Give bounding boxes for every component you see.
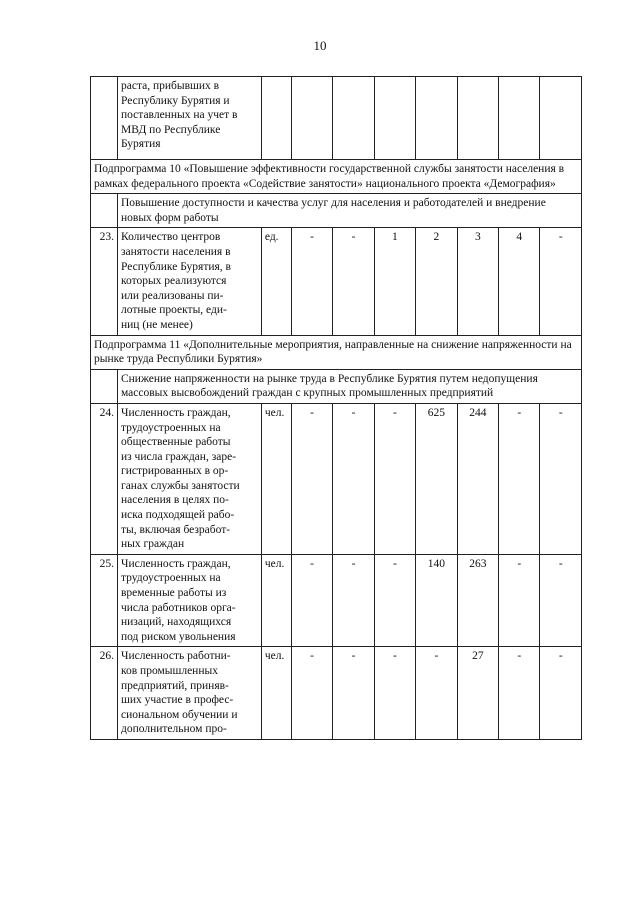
row-number-cell — [91, 369, 118, 403]
value-cell: - — [540, 647, 582, 740]
value-cell — [291, 77, 332, 160]
row-number: 26. — [91, 647, 118, 740]
table-row — [91, 647, 582, 740]
value-cell: - — [540, 554, 582, 647]
subprogram-row — [91, 160, 582, 194]
value-cell — [333, 77, 374, 160]
indicator-name: Количество центров занятости населения в Республике Бурятия, в которых реализуются или реализованы пи- лотные проекты, еди- ниц (не менее) — [117, 228, 261, 335]
subprogram-row — [91, 335, 582, 369]
value-cell: - — [540, 228, 582, 335]
value-cell: - — [333, 554, 374, 647]
value-cell: 244 — [457, 403, 498, 554]
value-cell: 263 — [457, 554, 498, 647]
table-row — [91, 403, 582, 554]
table-row — [91, 77, 582, 160]
row-number: 23. — [91, 228, 118, 335]
value-cell: 27 — [457, 647, 498, 740]
row-number: 24. — [91, 403, 118, 554]
subprogram-11-objective: Снижение напряженности на рынке труда в Республике Бурятия путем недопущения массовых высвобождений граждан с крупных промышленных предприятий — [117, 369, 581, 403]
value-cell: - — [333, 228, 374, 335]
value-cell — [416, 77, 457, 160]
value-cell: - — [374, 647, 415, 740]
value-cell: - — [499, 647, 540, 740]
value-cell: 4 — [499, 228, 540, 335]
value-cell: - — [333, 403, 374, 554]
value-cell: - — [291, 554, 332, 647]
row-number-cell — [91, 77, 118, 160]
value-cell: - — [416, 647, 457, 740]
value-cell: - — [374, 403, 415, 554]
indicator-name: Численность граждан, трудоустроенных на временные работы из числа работников орга- низаций, находящихся под риском увольнения — [117, 554, 261, 647]
unit: чел. — [261, 403, 291, 554]
objective-row — [91, 369, 582, 403]
value-cell — [540, 77, 582, 160]
indicator-name: Численность граждан, трудоустроенных на общественные работы из числа граждан, заре- гистрированных в ор- ганах службы занятости населения в целях по- иска подходящей рабо- ты, включая безработ- ных граждан — [117, 403, 261, 554]
value-cell: 625 — [416, 403, 457, 554]
objective-row — [91, 194, 582, 228]
indicator-name: Численность работни- ков промышленных предприятий, приняв- ших участие в профес- сиональном обучении и дополнительном про- — [117, 647, 261, 740]
unit: чел. — [261, 554, 291, 647]
value-cell: - — [291, 228, 332, 335]
unit-cell — [261, 77, 291, 160]
subprogram-10-title: Подпрограмма 10 «Повышение эффективности государственной службы занятости населения в рамках федерального проекта «Содействие занятости» национального проекта «Демография» — [91, 160, 582, 194]
value-cell — [499, 77, 540, 160]
unit: ед. — [261, 228, 291, 335]
value-cell: - — [291, 403, 332, 554]
table-row — [91, 554, 582, 647]
value-cell: 2 — [416, 228, 457, 335]
row-number: 25. — [91, 554, 118, 647]
value-cell: 1 — [374, 228, 415, 335]
value-cell: - — [540, 403, 582, 554]
page-number: 10 — [313, 38, 327, 53]
value-cell: - — [333, 647, 374, 740]
value-cell: - — [499, 554, 540, 647]
value-cell — [374, 77, 415, 160]
value-cell: 3 — [457, 228, 498, 335]
subprogram-11-title: Подпрограмма 11 «Дополнительные мероприятия, направленные на снижение напряженности на рынке труда Республики Бурятия» — [91, 335, 582, 369]
value-cell: - — [499, 403, 540, 554]
value-cell: 140 — [416, 554, 457, 647]
unit: чел. — [261, 647, 291, 740]
subprogram-10-objective: Повышение доступности и качества услуг для населения и работодателей и внедрение новых форм работы — [117, 194, 581, 228]
value-cell: - — [374, 554, 415, 647]
table-row — [91, 228, 582, 335]
value-cell: - — [291, 647, 332, 740]
value-cell — [457, 77, 498, 160]
indicator-name-cell: раста, прибывших в Республику Бурятия и поставленных на учет в МВД по Республике Бурятия — [117, 77, 261, 160]
row-number-cell — [91, 194, 118, 228]
indicators-table — [90, 76, 582, 740]
